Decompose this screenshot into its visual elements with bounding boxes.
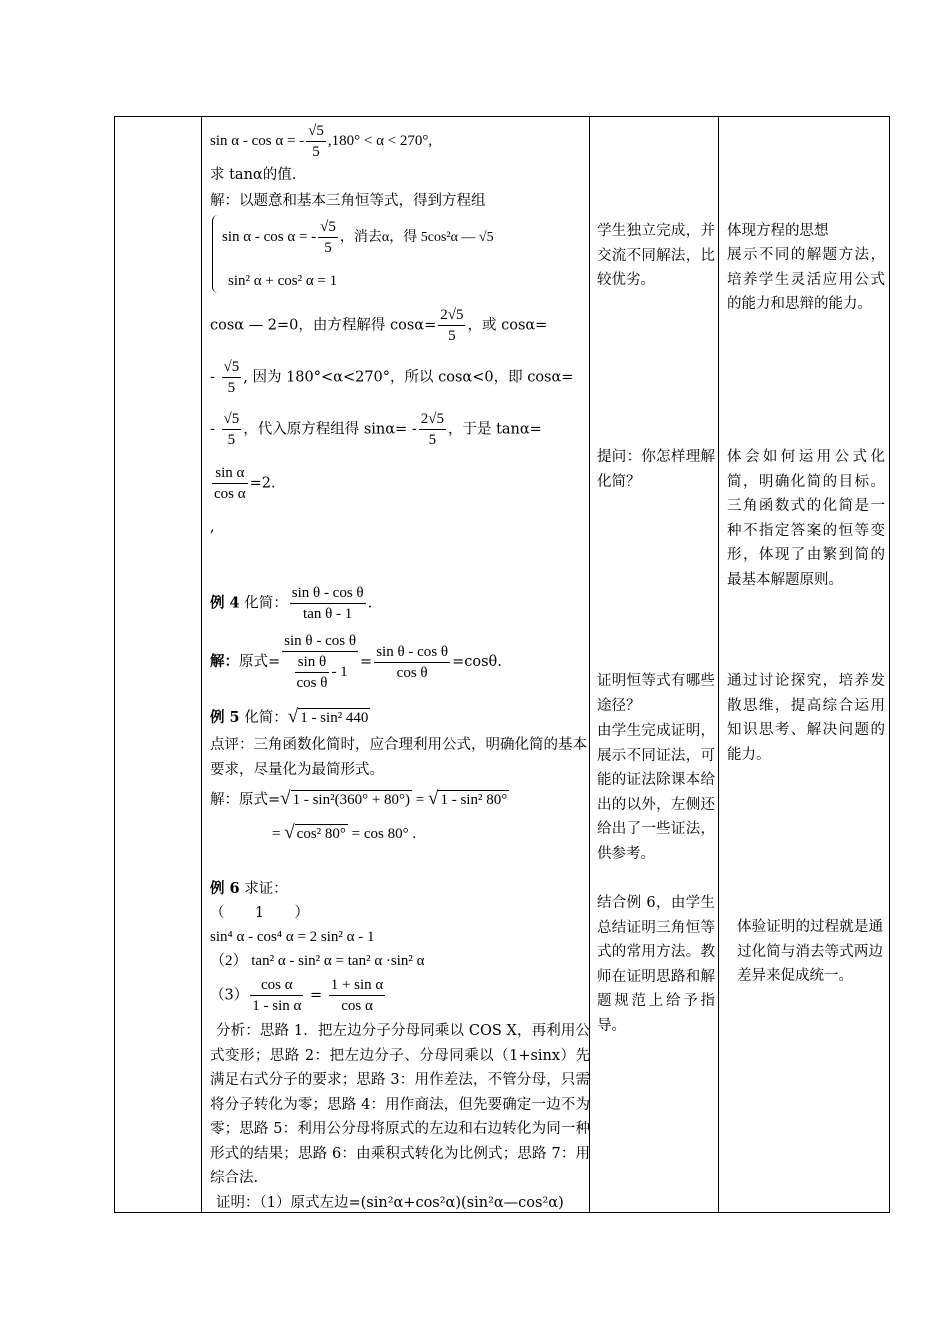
example-4: 例 4 化简： $\frac{\text{sin θ - cos θ}}{\text{tan θ - 1}}$ . xyxy=(210,585,373,622)
ex4-label: 例 4 xyxy=(210,594,240,612)
col4-block-5: 体验证明的过程就是通过化简与消去等式两边差异来促成统一。 xyxy=(737,919,883,984)
col3-block-2: 提问：你怎样理解化简？ xyxy=(597,449,715,490)
ex4-text: 化简： xyxy=(244,595,288,612)
frac-den: tan θ - 1 xyxy=(303,606,353,622)
col3-block-3: 证明恒等式有哪些途径？ xyxy=(597,673,715,714)
col4-block-3: 体会如何运用公式化简，明确化简的目标。三角函数式的化简是一种不指定答案的恒等变形，体现了由繁到简的最基本解题原则。 xyxy=(727,449,885,588)
solution-intro: 解：以题意和基本三角恒等式，得到方程组 xyxy=(210,193,486,209)
frac-num: sin θ - cos θ xyxy=(290,583,366,604)
frac-num: sin θ - cos θ xyxy=(282,631,358,652)
example-5-comment: 点评：三角函数化简时，应合理利用公式，明确化简的基本要求，尽量化为最简形式。 xyxy=(210,737,587,778)
ex4-sol-label: 解： xyxy=(210,653,239,670)
question-text: 求 tanα的值. xyxy=(210,167,297,183)
frac-num: sin α xyxy=(212,463,248,484)
frac-num: 1 + sin α xyxy=(329,975,386,996)
ex5-step3: cos² 80° xyxy=(296,826,346,842)
q3-label: （3） xyxy=(210,987,249,1004)
ex5-step2: 1 - sin² 80° xyxy=(440,792,508,808)
col4-block-2: 展示不同的解题方法，培养学生灵活应用公式的能力和思辩的能力。 xyxy=(727,247,885,312)
frac-num: √5 xyxy=(318,217,338,238)
ex5-label: 例 5 xyxy=(210,709,240,726)
example-5-result: = √ cos² 80° = cos 80° . xyxy=(272,822,417,843)
frac-num: 2√5 xyxy=(419,409,446,430)
system-eq2: sin² α + cos² α = 1 xyxy=(228,273,338,289)
frac-num: sin θ xyxy=(295,652,330,673)
paren-open: （ xyxy=(210,905,225,921)
analysis-text: 分析：思路 1．把左边分子分母同乘以 COS X，再利用公式变形；思路 2：把左边分子、分母同乘以（1+sinx）先满足右式分子的要求；思路 3：用作差法，不管分母，只需将分子转化为零；思路 4：用作商法，但先要确定一边不为零；思路 5：利用公分母将原式的左边和右边转化为同一种形式的结果；思路 6：由乘积式转化为比例式；思路 7：用综合法. xyxy=(210,1023,590,1186)
col3-block-4: 由学生完成证明，展示不同证法，可能的证法除课本给出的以外，左侧还给出了一些证法，供参考。 xyxy=(597,723,715,862)
line-d-tail: =2. xyxy=(249,475,276,492)
given-equation xyxy=(210,121,590,162)
ex6-label: 例 6 xyxy=(210,880,240,897)
sys-eq1-tail: ，消去α，得 5cos²α — √5 xyxy=(339,229,494,245)
example-6 xyxy=(210,877,590,902)
example-6-q2: （2） tan² α - sin² α = tan² α ·sin² α xyxy=(210,953,425,969)
paren-close: ） xyxy=(294,905,309,921)
q1-number: 1 xyxy=(254,905,265,921)
frac-den: cos θ xyxy=(296,675,328,691)
frac-den: cos α xyxy=(341,998,373,1014)
ex5-step1: 1 - sin²(360° + 80°) xyxy=(292,792,411,808)
line-b-tail: , 因为 180°<α<270°，所以 cosα<0，即 cosα= xyxy=(243,369,574,386)
frac-den: 5 xyxy=(324,240,332,256)
minus-one: - 1 xyxy=(331,663,348,680)
col4-block-4: 通过讨论探究，培养发散思维，提高综合运用知识思考、解决问题的能力。 xyxy=(727,673,885,763)
frac-num: cos α xyxy=(250,975,303,996)
col3-block-5: 结合例 6，由学生总结证明三角恒等式的常用方法。教师在证明思路和解题规范上给予指导。 xyxy=(597,895,715,1034)
example-4-solution: 解：原式= sin θ - cos θ $\frac{\text{sin θ}}{\text{cos θ}}$ - 1 = $\frac{\text{sin θ - cos θ}}{\text{cos θ}}$ =cosθ. xyxy=(210,633,502,691)
frac-num: √5 xyxy=(222,357,242,378)
line-a: cosα — 2=0，由方程解得 cosα= xyxy=(210,317,437,334)
ex5-text: 化简： xyxy=(244,710,288,726)
line-a-tail: ，或 cosα= xyxy=(467,317,548,334)
ex6-text: 求证： xyxy=(244,881,288,897)
system-brace xyxy=(212,215,219,293)
frac-den: cos α xyxy=(214,486,246,502)
example-5: 例 5 化简：√ 1 - sin² 440 xyxy=(210,706,369,727)
ex5-expr: 1 - sin² 440 xyxy=(300,710,369,726)
example-5-solution: 解：原式=√ 1 - sin²(360° + 80°) = √ 1 - sin² 80° xyxy=(210,788,508,809)
substitution-line: - $\frac{√5}{5}$ ，代入原方程组得 sinα= - $\frac{2√5}{5}$ ，于是 tanα= xyxy=(210,411,542,448)
col4-block-1: 体现方程的思想 xyxy=(727,223,829,239)
cos-solution-line xyxy=(210,305,590,346)
frac-num: √5 xyxy=(222,409,242,430)
sys-eq1-lhs: sin α - cos α = - xyxy=(222,228,317,245)
cos-negative-line: - $\frac{√5}{5}$ , 因为 180°<α<270°，所以 cosα<0，即 cosα= xyxy=(210,359,574,396)
frac-den: cos θ xyxy=(396,664,428,681)
given-lhs: sin α - cos α = - xyxy=(210,132,305,149)
column-divider xyxy=(718,117,719,1212)
column-divider xyxy=(201,117,202,1212)
lesson-table xyxy=(114,116,890,1213)
proof-text: 证明：（1）原式左边=(sin²α+cos²α)(sin²α—cos²α) xyxy=(216,1195,564,1211)
ex5-step3-tail: = cos 80° . xyxy=(351,826,417,842)
frac-den: 1 - sin α xyxy=(252,998,302,1014)
ex4-result: =cosθ. xyxy=(452,654,502,670)
frac-den: 5 xyxy=(428,432,437,448)
example-6-q1: sin⁴ α - cos⁴ α = 2 sin² α - 1 xyxy=(210,929,375,945)
frac-den: 5 xyxy=(448,328,456,344)
example-6-q1-label xyxy=(210,901,590,926)
ex4-sol-text: 原式= xyxy=(239,654,281,670)
given-rhs: ,180° < α < 270°, xyxy=(327,132,433,149)
line-c-end: ，于是 tanα= xyxy=(447,421,542,438)
frac-num: √5 xyxy=(306,121,326,142)
system-eq1 xyxy=(222,217,590,258)
frac-num: 2√5 xyxy=(438,305,465,326)
content-column xyxy=(210,117,590,1212)
frac-den: 5 xyxy=(227,432,236,448)
example-6-q3: （3） $\frac{\text{cos α}}{\text{1 - sin α}}$ = $\frac{\text{1 + sin α}}{\text{cos α}}$ xyxy=(210,977,384,1014)
frac-den: 5 xyxy=(227,380,236,396)
frac-num: sin θ - cos θ xyxy=(374,642,450,663)
ex5-sol-text: 解：原式= xyxy=(210,792,281,808)
frac-den: 5 xyxy=(312,144,320,160)
tan-result-line xyxy=(210,463,590,504)
line-c-tail: ，代入原方程组得 sinα= - xyxy=(243,421,417,438)
stray-comma: , xyxy=(210,519,215,535)
col3-block-1: 学生独立完成，并交流不同解法，比较优劣。 xyxy=(597,223,715,288)
